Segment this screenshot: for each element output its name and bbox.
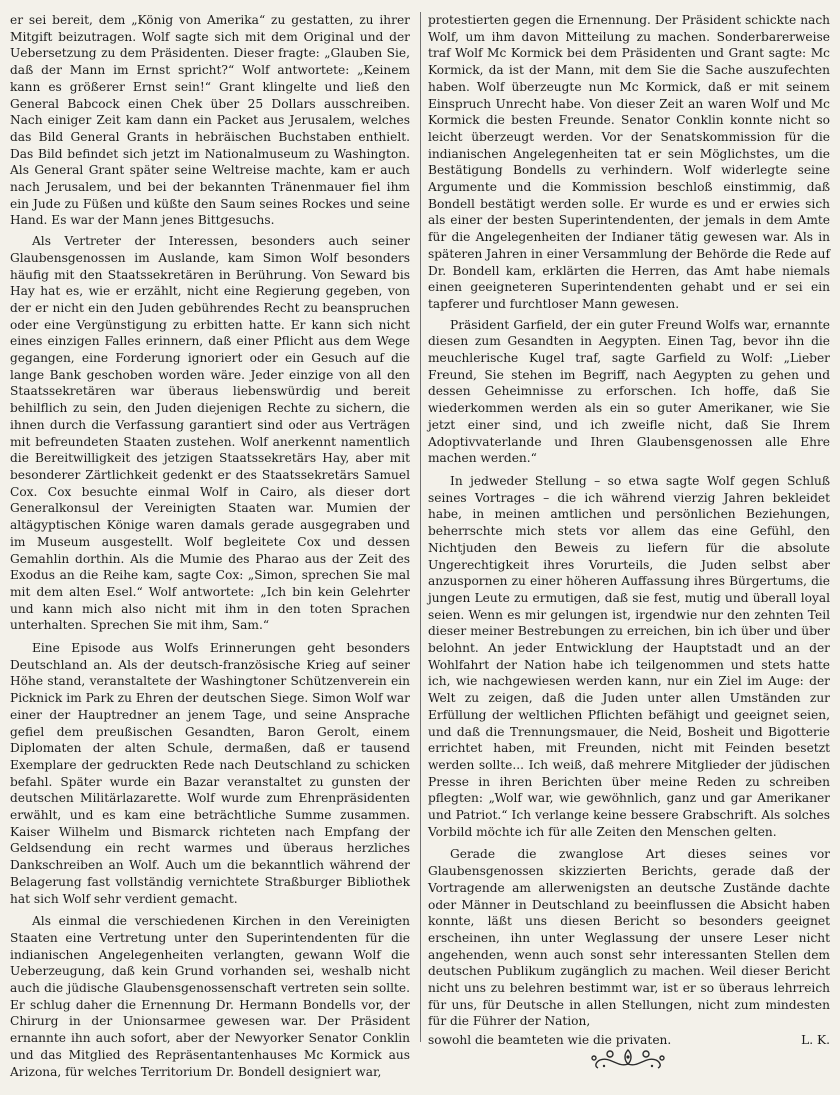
paragraph: Als einmal die verschiedenen Kirchen in den Vereinigten Staaten eine Vertretung unter den Superintendenten für die indianischen Angelegenheiten verlangten, gewann Wolf die Ueberzeugung, daß kein Grund vorhanden sei, weshalb nicht auch die jüdische Glaubensgenossenschaft vertreten sein sollte. Er schlug daher die Ernennung Dr. Hermann Bondells vor, der Chirurg in der Unionsarmee gewesen war. Der Präsident ernannte ihn auch sofort, aber der Newyorker Senator Conklin und das Mitglied des Repräsentantenhauses Mc Kormick aus Arizona, für welches Territorium Dr. Bondell designiert war, xyxy=(10,914,410,1079)
floral-ornament-icon xyxy=(588,1046,668,1072)
author-signature: L. K. xyxy=(801,1033,830,1048)
closing-line: sowohl die beamteten wie die privaten. xyxy=(428,1033,672,1048)
article-columns xyxy=(10,12,830,1079)
column-divider xyxy=(420,12,421,1042)
paragraph: Eine Episode aus Wolfs Erinnerungen geht besonders Deutschland an. Als der deutsch-französische Krieg auf seiner Höhe stand, veranstaltete der Washingtoner Schützenverein ein Picknick im Park zu Ehren der deutschen Siege. Simon Wolf war einer der Hauptredner an jenem Tage, und seine Ansprache gefiel dem preußischen Gesandten, Baron Gerolt, einem Diplomaten der alten Schule, dermaßen, daß er tausend Exemplare der gedruckten Rede nach Deutschland zu schicken befahl. Später wurde ein Bazar veranstaltet zu gunsten der deutschen Militärlazarette. Wolf wurde zum Ehrenpräsidenten erwählt, und es kam eine beträchtliche Summe zusammen. Kaiser Wilhelm und Bismarck richteten nach Empfang der Geldsendung ein recht warmes und überaus herzliches Dankschreiben an Wolf. Auch um die bekanntlich während der Belagerung fast vollständig vernichtete Straßburger Bibliothek hat sich Wolf sehr verdient gemacht. xyxy=(10,641,410,906)
left-column xyxy=(10,12,414,1079)
right-column xyxy=(426,12,830,1048)
paragraph: er sei bereit, dem „König von Amerika“ zu gestatten, zu ihrer Mitgift beizutragen. Wolf sagte sich mit dem Original und der Uebersetzung zu dem Präsidenten. Dieser fragte: „Glauben Sie, daß der Mann im Ernst spricht?“ Wolf antwortete: „Keinem kann es größerer Ernst sein!“ Grant klingelte und ließ den General Babcock einen Chek über 25 Dollars ausschreiben. Nach einiger Zeit kam dann ein Packet aus Jerusalem, welches das Bild General Grants in hebräischen Buchstaben enthielt. Das Bild befindet sich jetzt im Nationalmuseum zu Washington. Als General Grant später seine Weltreise machte, kam er auch nach Jerusalem, und bei der bekannten Tränenmauer fiel ihm ein Jude zu Füßen und küßte den Saum seines Rockes und seine Hand. Es war der Mann jenes Bittgesuchs. xyxy=(10,13,410,228)
paragraph: Präsident Garfield, der ein guter Freund Wolfs war, ernannte diesen zum Gesandten in Aegypten. Einen Tag, bevor ihn die meuchlerische Kugel traf, sagte Garfield zu Wolf: „Lieber Freund, Sie stehen im Begriff, nach Aegypten zu gehen und dessen Geheimnisse zu erforschen. Ich hoffe, daß Sie wiederkommen werden als ein so guter Amerikaner, wie Sie jetzt einer sind, und ich zweifle nicht, daß Sie Ihrem Adoptivvaterlande und Ihren Glaubensgenossen alle Ehre machen werden.“ xyxy=(428,317,830,466)
paragraph: Gerade die zwanglose Art dieses seines vor Glaubensgenossen skizzierten Berichts, gerade daß der Vortragende am allerwenigsten an deutsche Zustände dachte oder Männer in Deutschland zu beeinflussen die Absicht haben konnte, läßt uns diesen Bericht so besonders geeignet erscheinen, ihn unter Weglassung der unsere Leser nicht angehenden, wenn auch sonst sehr interessanten Stellen dem deutschen Publikum zugänglich zu machen. Weil dieser Bericht nicht uns zu belehren bestimmt war, ist er so überaus lehrreich für uns, für Deutsche in allen Stellungen, nicht zum mindesten für die Führer der Nation, xyxy=(428,847,830,1029)
paragraph: protestierten gegen die Ernennung. Der Präsident schickte nach Wolf, um ihm davon Mitteilung zu machen. Sonderbarerweise traf Wolf Mc Kormick bei dem Präsidenten und Grant sagte: Mc Kormick, da ist der Mann, mit dem Sie die Sache auszufechten haben. Wolf überzeugte nun Mc Kormick, daß er mit seinem Einspruch Unrecht habe. Von dieser Zeit an waren Wolf und Mc Kormick die besten Freunde. Senator Conklin konnte nicht so leicht überzeugt werden. Vor der Senatskommission für die indianischen Angelegenheiten tat er sein Möglichstes, um die Bestätigung Bondells zu verhindern. Wolf widerlegte seine Argumente und die Kommission beschloß einstimmig, daß Bondell bestätigt werden solle. Er wurde es und er erwies sich als einer der besten Superintendenten, der jemals in dem Amte für die Angelegenheiten der Indianer tätig gewesen war. Als in späteren Jahren in einer Versammlung der Behörde die Rede auf Dr. Bondell kam, erklärten die Herren, das Amt habe niemals einen geeigneteren Superintendenten gehabt und er sei ein tapferer und furchtloser Mann gewesen. xyxy=(428,13,830,311)
paragraph: Als Vertreter der Interessen, besonders auch seiner Glaubensgenossen im Auslande, kam Simon Wolf besonders häufig mit den Staatssekretären in Berührung. Von Seward bis Hay hat es, wie er erzählt, nicht eine Regierung gegeben, von der er nicht ein den Juden gebührendes Recht zu beanspruchen oder eine Vergünstigung zu erbitten hatte. Er kann sich nicht eines einzigen Falles erinnern, daß einer Pflicht aus dem Wege gegangen, eine Forderung ignoriert oder ein Gesuch auf die lange Bank geschoben worden wäre. Jeder einzige von all den Staatssekretären war überaus liebenswürdig und bereit behilflich zu sein, den Juden diejenigen Rechte zu sichern, die ihnen durch die Verfassung garantiert sind oder aus Verträgen mit befreundeten Staaten zustehen. Wolf anerkennt namentlich die Bereitwilligkeit des jetzigen Staatssekretärs Hay, aber mit besonderer Zärtlichkeit gedenkt er des Staatssekretärs Samuel Cox. Cox besuchte einmal Wolf in Cairo, als dieser dort Generalkonsul der Vereinigten Staaten war. Mumien der altägyptischen Könige waren damals gerade ausgegraben und im Museum ausgestellt. Wolf begleitete Cox und dessen Gemahlin dorthin. Als die Mumie des Pharao aus der Zeit des Exodus an die Reihe kam, sagte Cox: „Simon, sprechen Sie mal mit dem alten Esel.“ Wolf antwortete: „Ich bin kein Gelehrter und kann mich also nicht mit ihm in den toten Sprachen unterhalten. Sprechen Sie mit ihm, Sam.“ xyxy=(10,234,410,633)
paragraph: In jedweder Stellung – so etwa sagte Wolf gegen Schluß seines Vortrages – die ich während vierzig Jahren bekleidet habe, in meinen amtlichen und persönlichen Beziehungen, beherrschte mich stets vor allem das eine Gefühl, den Nichtjuden den Beweis zu liefern für die absolute Ungerechtigkeit ihres Vorurteils, die Juden selbst aber anzuspornen zu einer höheren Auffassung ihres Bürgertums, die jungen Leute zu ermutigen, daß sie fest, mutig und überall loyal seien. Wenn es mir gelungen ist, irgendwie nur den zehnten Teil dieser meiner Bestrebungen zu erreichen, bin ich über und über belohnt. An jeder Entwicklung der Hauptstadt und an der Wohlfahrt der Nation habe ich teilgenommen und stets hatte ich, wie nachgewiesen werden kann, nur ein Ziel im Auge: der Welt zu zeigen, daß die Juden unter allen Umständen zur Erfüllung der weltlichen Pflichten befähigt und geeignet seien, und daß die Trennungsmauer, die Neid, Bosheit und Bigotterie errichtet haben, mit Freunden, nicht mit Feinden besetzt werden sollte... Ich weiß, daß mehrere Mitglieder der jüdischen Presse in ihren Berichten über meine Reden zu schreiben pflegten: „Wolf war, wie gewöhnlich, ganz und gar Amerikaner und Patriot.“ Ich verlange keine bessere Grabschrift. Als solches Vorbild möchte ich für alle Zeiten den Menschen gelten. xyxy=(428,473,830,839)
